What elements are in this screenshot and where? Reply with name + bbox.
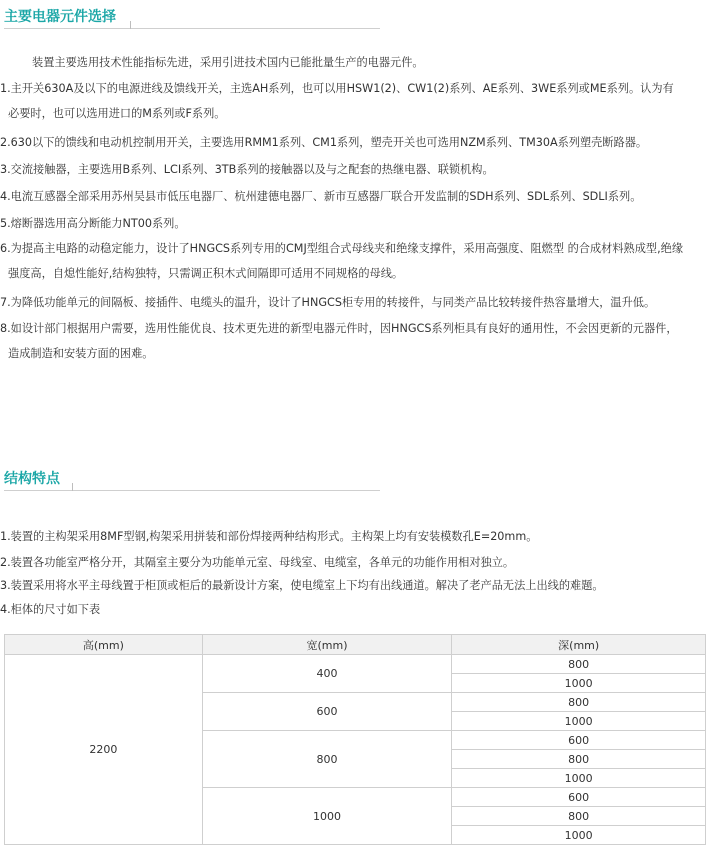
- list-item: 4.柜体的尺寸如下表: [0, 603, 101, 616]
- header-tick: [130, 21, 131, 29]
- section-title: 主要电器元件选择: [4, 9, 116, 25]
- list-item-continuation: 必要时，也可以选用进口的M系列或F系列。: [8, 107, 226, 120]
- cell-width: 800: [202, 731, 452, 788]
- list-item-line: 6.为提高主电路的动稳定能力，设计了HNGCS系列专用的CMJ型组合式母线夹和绝缘支撑件，采用高强度、阻燃型 的合成材料熟成型,绝缘: [0, 242, 684, 255]
- cell-depth: 800: [452, 807, 706, 826]
- cell-depth: 1000: [452, 674, 706, 693]
- list-item-line: 5.熔断器选用高分断能力NT00系列。: [0, 217, 186, 230]
- cell-depth: 600: [452, 731, 706, 750]
- cell-depth: 800: [452, 693, 706, 712]
- cell-depth: 800: [452, 750, 706, 769]
- list-item: [0, 322, 708, 361]
- list-item-line: 8.如设计部门根据用户需要，选用性能优良、技术更先进的新型电器元件时，因HNGCS系列柜具有良好的通用性，不会因更新的元器件，: [0, 322, 678, 335]
- cell-width: 1000: [202, 788, 452, 845]
- list-item: [0, 163, 708, 177]
- section-header-components: [4, 4, 380, 29]
- cell-height: 2200: [5, 655, 203, 845]
- cell-width: 600: [202, 693, 452, 731]
- section-header-structure: [4, 466, 380, 491]
- list-item-line: 4.电流互感器全部采用苏州吴县市低压电器厂、杭州建德电器厂、新市互感器厂联合开发监制的SDH系列、SDL系列、SDLI系列。: [0, 190, 642, 203]
- dimensions-table: [4, 634, 706, 845]
- list-item: [0, 217, 708, 231]
- intro-paragraph: 装置主要选用技术性能指标先进，采用引进技术国内已能批量生产的电器元件。: [32, 56, 424, 69]
- list-item-line: 3.交流接触器，主要选用B系列、LCI系列、3TB系列的接触器以及与之配套的热继电器、联锁机构。: [0, 163, 494, 176]
- list-item: [0, 242, 708, 281]
- header-tick: [72, 483, 73, 491]
- list-item-line: 7.为降低功能单元的间隔板、接插件、电缆头的温升，设计了HNGCS柜专用的转接件，与同类产品比较转接件热容量增大，温升低。: [0, 296, 656, 309]
- section-title: 结构特点: [4, 471, 60, 487]
- cell-depth: 1000: [452, 769, 706, 788]
- list-item: 2.装置各功能室严格分开，其隔室主要分为功能单元室、母线室、电缆室，各单元的功能作用相对独立。: [0, 556, 515, 569]
- header-depth: 深(mm): [452, 635, 706, 655]
- table-header-row: [5, 635, 706, 655]
- list-item: [0, 136, 708, 150]
- cell-depth: 1000: [452, 826, 706, 845]
- table-row: [5, 655, 706, 674]
- list-item: 3.装置采用将水平主母线置于柜顶或柜后的最新设计方案，使电缆室上下均有出线通道。解决了老产品无法上出线的难题。: [0, 579, 604, 592]
- cell-width: 400: [202, 655, 452, 693]
- list-item: [0, 190, 708, 204]
- list-item: [0, 296, 708, 310]
- header-width: 宽(mm): [202, 635, 452, 655]
- list-item-line: 2.630以下的馈线和电动机控制用开关，主要选用RMM1系列、CM1系列，塑壳开关也可选用NZM系列、TM30A系列塑壳断路器。: [0, 136, 648, 149]
- list-item: [0, 82, 708, 121]
- list-item: 1.装置的主构架采用8MF型钢,构架采用拼装和部份焊接两种结构形式。主构架上均有安装模数孔E=20mm。: [0, 530, 538, 543]
- list-item-line: 1.主开关630A及以下的电源进线及馈线开关，主选AH系列，也可以用HSW1(2)、CW1(2)系列、AE系列、3WE系列或ME系列。认为有: [0, 82, 674, 95]
- cell-depth: 600: [452, 788, 706, 807]
- list-item-continuation: 造成制造和安装方面的困难。: [8, 347, 154, 360]
- header-height: 高(mm): [5, 635, 203, 655]
- cell-depth: 1000: [452, 712, 706, 731]
- cell-depth: 800: [452, 655, 706, 674]
- list-item-continuation: 强度高，自熄性能好,结构独特，只需调正积木式间隔即可适用不同规格的母线。: [8, 267, 404, 280]
